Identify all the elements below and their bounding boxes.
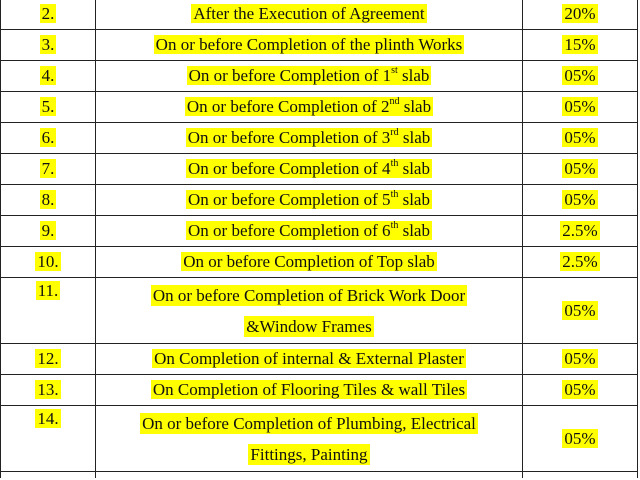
row-description: On Completion of Flooring Tiles & wall Tiles [152,380,466,399]
row-number: 9. [41,221,55,240]
table-row [1,247,638,278]
row-number: 10. [37,252,59,271]
row-description-line2: Fittings, Painting [250,444,368,464]
row-number: 8. [41,190,55,209]
row-description: On or before Completion of 6th slab [188,220,430,240]
row-description-line2: &Window Frames [246,316,372,336]
row-description: On or before Completion of the plinth Works [155,35,463,54]
row-number: 7. [41,159,55,178]
row-description: On Completion of internal & External Plaster [154,349,464,368]
row-number: 5. [41,97,55,116]
row-percentage: 05% [564,300,596,320]
row-percentage: 20% [564,4,596,23]
row-number: 11. [37,281,59,300]
row-number: 2. [41,4,55,23]
row-percentage: 05% [564,190,596,209]
row-percentage: 15% [564,35,596,54]
table-row [1,344,638,375]
row-number: 6. [41,128,55,147]
table-row-cut [1,472,638,478]
table-row [1,154,638,185]
row-description: On or before Completion of 5th slab [188,189,430,209]
row-description: On or before Completion of 1st slab [188,65,430,85]
table-row [1,30,638,61]
row-percentage: 05% [564,66,596,85]
table-row [1,123,638,154]
table-row [1,185,638,216]
row-description-line1: On or before Completion of Plumbing, Electrical [142,413,476,433]
row-percentage: 05% [564,159,596,178]
row-number: 4. [41,66,55,85]
table-row [1,92,638,123]
row-number: 13. [37,380,59,399]
row-description: On or before Completion of 4th slab [188,158,430,178]
table-row [1,278,638,344]
row-description: On or before Completion of 2nd slab [186,96,432,116]
row-number: 3. [41,35,55,54]
table-row [1,375,638,406]
row-percentage: 2.5% [562,221,598,240]
row-number: 14. [37,409,59,428]
table-row [1,0,638,30]
row-percentage: 05% [564,380,596,399]
table-row [1,406,638,472]
row-percentage: 05% [564,349,596,368]
table-row [1,216,638,247]
row-description: On or before Completion of 3rd slab [187,127,431,147]
row-description: On or before Completion of Top slab [183,252,435,271]
row-percentage: 05% [564,128,596,147]
row-description-line1: On or before Completion of Brick Work Door [152,285,466,305]
row-percentage: 2.5% [562,252,598,271]
row-number: 12. [37,349,59,368]
row-percentage: 05% [564,428,596,448]
row-description: After the Execution of Agreement [193,4,425,23]
row-percentage: 05% [564,97,596,116]
table-row [1,61,638,92]
